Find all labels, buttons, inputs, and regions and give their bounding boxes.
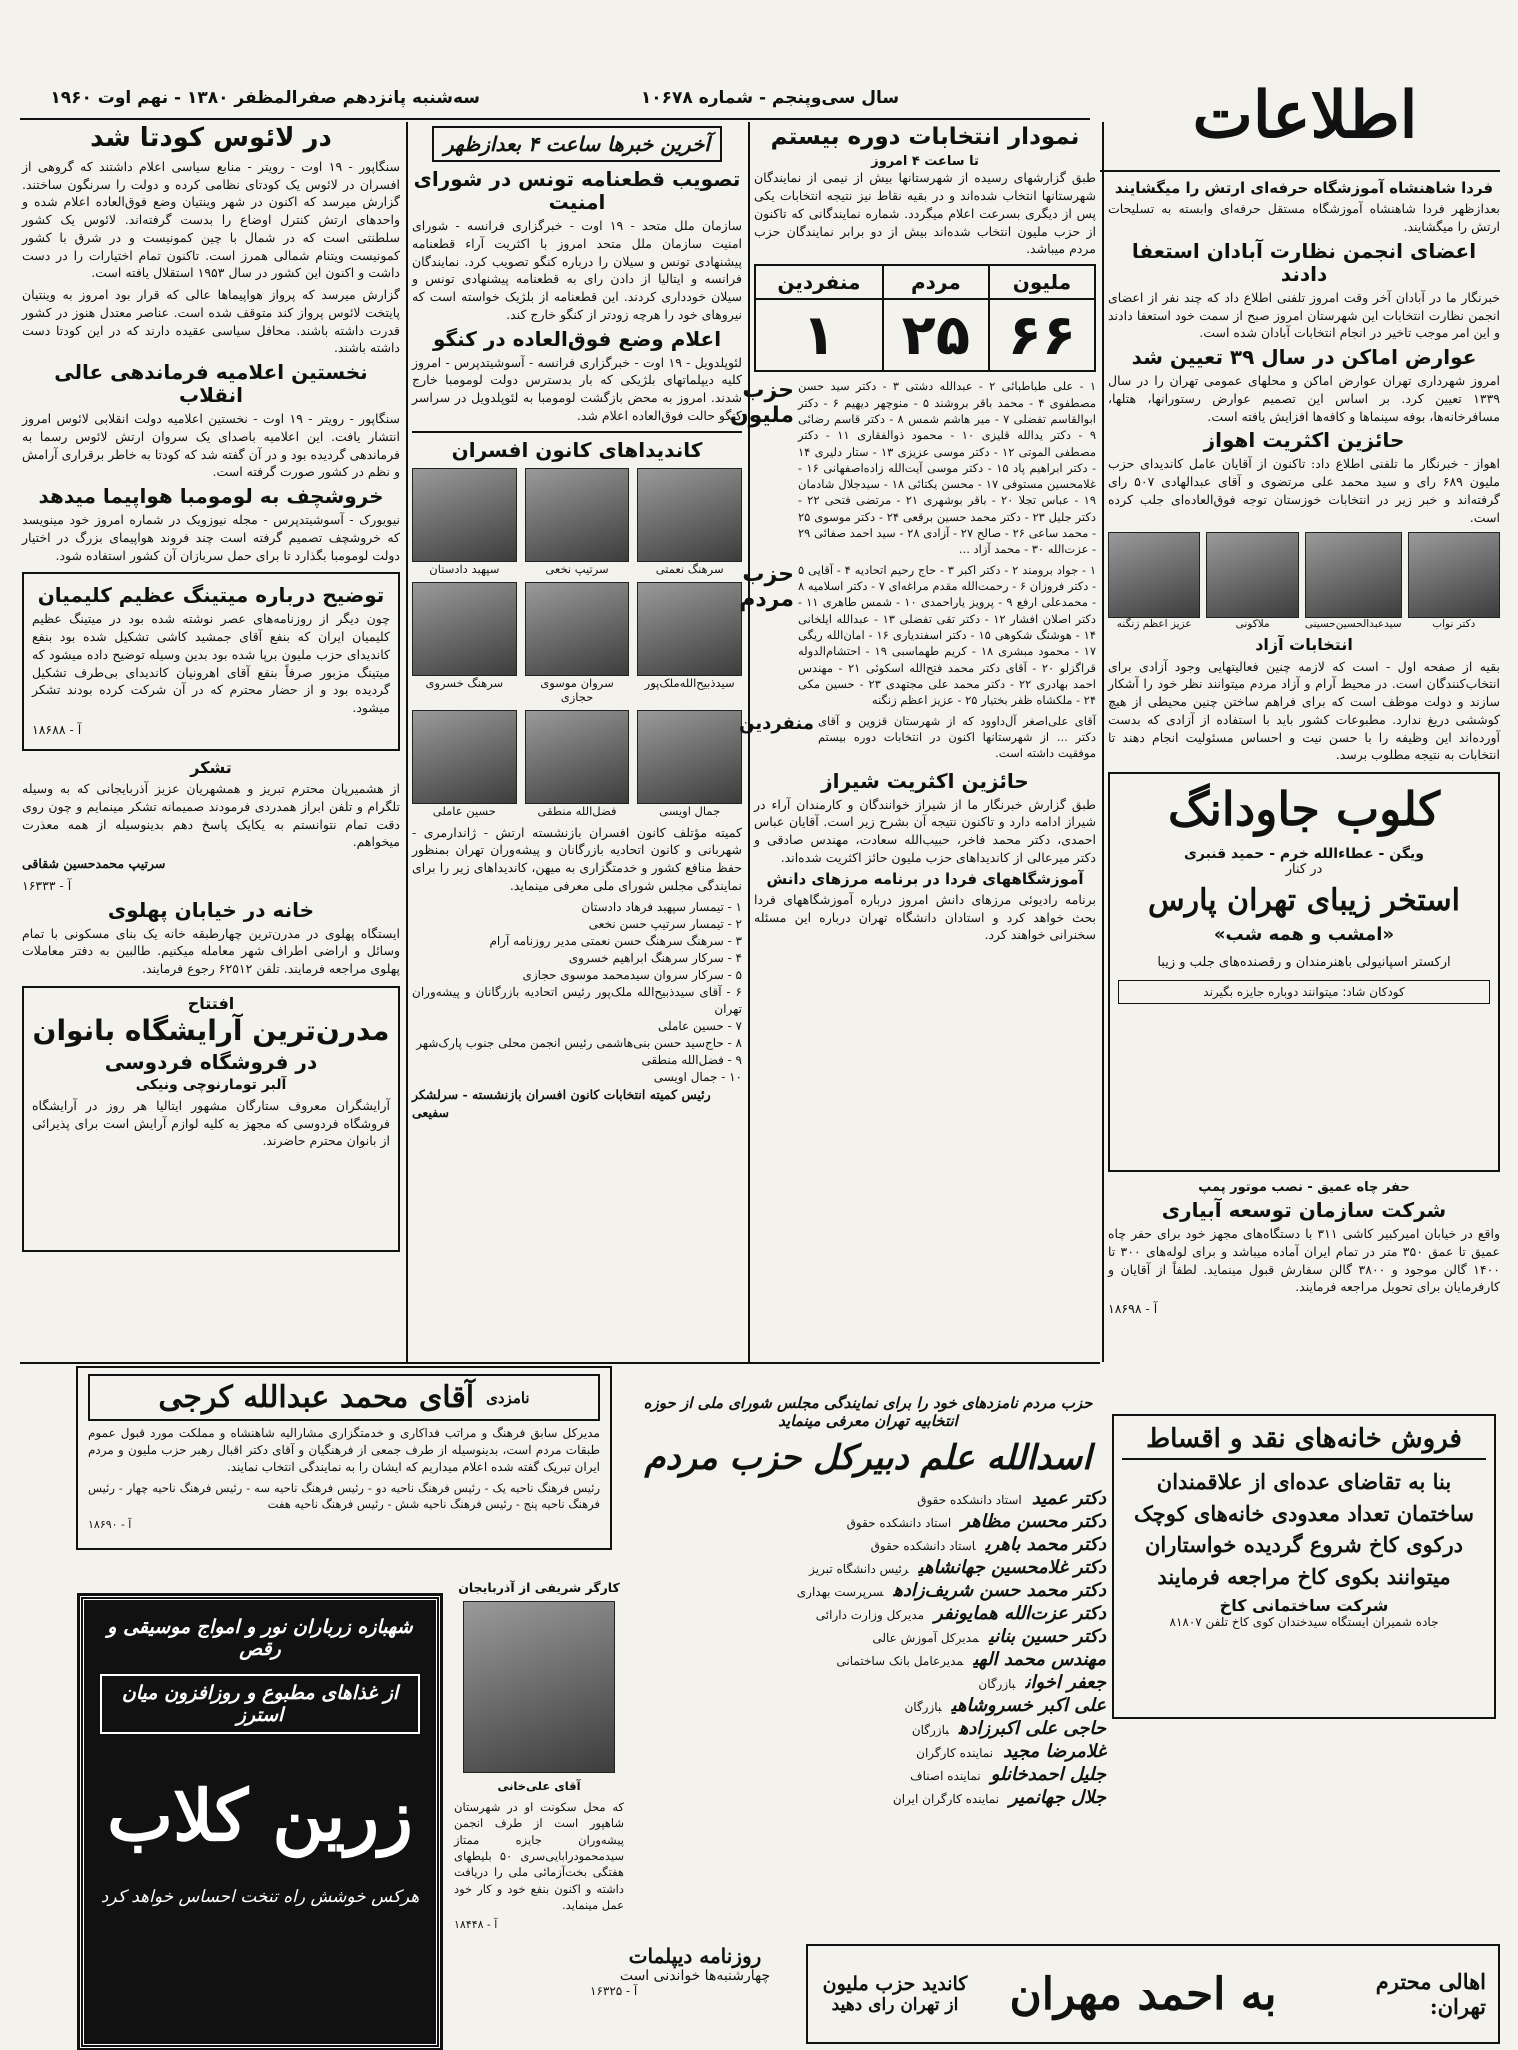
club-ad xyxy=(1108,772,1500,1172)
officer-list-item: ۱۰ - جمال اویسی xyxy=(653,1069,742,1084)
mardom-ad-leader: اسدالله علم دبیرکل حزب مردم xyxy=(644,1438,1092,1478)
ahvaz-headline: حائزین اکثریت اهواز xyxy=(1203,428,1405,453)
candidate-title: نماینده کارگران xyxy=(916,1746,994,1760)
officer-portrait xyxy=(637,710,742,818)
diplomat-title: روزنامه دیپلمات xyxy=(628,1944,762,1968)
officer-portrait xyxy=(637,468,742,576)
officer-caption: سرهنگ خسروی xyxy=(425,675,504,690)
center-right-column xyxy=(729,122,1097,1362)
club-ad-pool: استخر زیبای تهران پارس xyxy=(1148,883,1460,919)
salon-title: مدرن‌ترین آرایشگاه بانوان xyxy=(32,1013,390,1047)
officers-list xyxy=(412,899,742,1086)
mardom-candidate xyxy=(630,1557,1106,1578)
portrait-photo xyxy=(1108,532,1200,618)
candidate-name: جعفر اخوان xyxy=(1025,1672,1106,1693)
tax-body: امروز شهرداری تهران عوارض اماکن و محلهای عمومی تهران را در سال ۱۳۳۹ تعیین کرد. بر اساس این تصمیم عوارض رستورانها، هتلها، مسافرخانه‌ها، بوفه سینماها و کافه‌ها افزایش یافته است. xyxy=(1108,373,1500,424)
officer-caption: جمال اویسی xyxy=(659,803,721,818)
candidate-name: دکتر غلامحسین جهانشاهی xyxy=(918,1557,1106,1578)
mardom-candidate xyxy=(630,1718,1106,1739)
mardom-candidate xyxy=(630,1764,1106,1785)
ahvaz-photo-row xyxy=(1108,532,1500,630)
officer-portrait xyxy=(412,710,517,818)
officer-list-item: ۵ - سرکار سروان سیدمحمد موسوی حجازی xyxy=(522,967,742,982)
portrait-photo xyxy=(525,710,630,804)
mardom-candidate xyxy=(630,1488,1106,1509)
candidate-title: رئیس دانشگاه تبریز xyxy=(809,1562,909,1576)
results-header-cell: مردم xyxy=(883,265,989,299)
tunisia-body: سازمان ملل متحد - ۱۹ اوت - خبرگزاری فرانسه - شورای امنیت سازمان ملل متحد امروز با اکثریت آراء قطعنامه پیشنهادی تونس و سیلان را درباره کنگو تصویب کرد. نمایندگان فرانسه و ایتالیا از دادن رای به قطعنامه پیشنهادی تونس و سیلان خودداری کردند. این قطعنامه از بلژیک خواسته است که نیروهای خود را هرچه زودتر از کنگو خارج کند. xyxy=(412,218,742,322)
house-sale-ad xyxy=(1112,1414,1496,1719)
date-line: سه‌شنبه پانزدهم صفرالمظفر ۱۳۸۰ - نهم اوت ۱۹۶۰ xyxy=(50,88,480,108)
mardom-label: حزب مردم xyxy=(739,561,794,612)
left-column xyxy=(22,122,400,1362)
diplomat-code: آ - ۱۶۳۲۵ xyxy=(590,1984,638,1998)
officer-list-item: ۹ - فضل‌الله منطقی xyxy=(641,1052,742,1067)
newspaper-logo: اطلاعات xyxy=(1192,78,1418,153)
house-sale-address: جاده شمیران ایستگاه سیدخندان کوی کاخ تلفن ۸۱۸۰۷ xyxy=(1169,1615,1439,1629)
mardom-list: ۱ - جواد برومند ۲ - دکتر اکبر ۳ - حاج رحیم اتحادیه ۴ - آقایی ۵ - دکتر فروزان ۶ - رحمت‌الله مقدم مراغه‌ای ۷ - دکتر اسلامیه ۸ - محمدعلی ارفع ۹ - پرویز یاراحمدی ۱۰ - شمس طاهری ۱۱ - دکتر اصلان افشار ۱۲ - دکتر تقی تفضلی ۱۳ - عبدالله ایلخانی ۱۴ - هوشنگ شکوهی ۱۵ - دکتر اسفندیاری ۱۶ - امان‌الله ریگی ۱۷ - محمود مبشری ۱۸ - کریم طهماسبی ۱۹ - احتشام‌الدوله قراگزلو ۲۰ - آقای دکتر محمد فتح‌الله اسکوئی ۲۱ - مهندس احمد بهادری ۲۲ - دکتر محمد علی مجتهدی ۲۳ - حسین مکی ۲۴ - ملکشاه ظفر بختیار ۲۵ - عزیز اعظم زنگنه xyxy=(798,562,1097,708)
karaji-ad xyxy=(76,1366,612,1550)
candidate-name: دکتر محسن مظاهر xyxy=(961,1511,1106,1532)
worker-body: که محل سکونت او در شهرستان شاهپور است از طرف انجمن پیشه‌وران جایزه ممتاز سیدمحمودرابایی‌سری ۵۰ بلیطهای هفتگی بخت‌آزمائی ملی را دریافت داشته و اکنون بنفع خود و کار خود عمل مینماید. xyxy=(454,1800,624,1912)
officer-portrait xyxy=(525,582,630,704)
congo-headline: اعلام وضع فوق‌العاده در کنگو xyxy=(432,326,722,351)
mardom-candidate xyxy=(630,1534,1106,1555)
portrait-photo xyxy=(412,582,517,676)
salon-owner: آلبر تومارنوچی ونیکی xyxy=(135,1076,287,1093)
karaji-officials: رئیس فرهنگ ناحیه یک - رئیس فرهنگ ناحیه دو - رئیس فرهنگ ناحیه سه - رئیس فرهنگ ناحیه چهار - رئیس فرهنگ ناحیه پنج - رئیس فرهنگ ناحیه شش - رئیس فرهنگ ناحیه هفت xyxy=(88,1481,600,1512)
mardom-candidate xyxy=(630,1695,1106,1716)
mardom-candidate xyxy=(630,1511,1106,1532)
election-subheadline: تا ساعت ۴ امروز xyxy=(871,154,979,170)
pump-body: واقع در خیابان امیرکبیر کاشی ۳۱۱ با دستگاه‌های مجهز خود برای حفر چاه عمیق تا عمق ۳۵۰ متر در تمام ایران آماده میباشد و برای لوله‌های ۳۰۰ تا ۱۴۰۰ گالن موجود و ۳۸۰۰ گالن سفارش قبول مینماید. لطفاً از آقایان و کارفرمایان برای تحویل مراجعه فرمایند. xyxy=(1108,1226,1501,1295)
school-body: برنامه رادیوئی مرزهای دانش امروز درباره آموزشگاههای فردا بحث خواهد کرد و استادان دانشگاه تهران درباره این مسئله سخنرانی خواهند کرد. xyxy=(754,891,1096,943)
thanks-signature: سرتیپ محمدحسین شقاقی xyxy=(22,856,166,872)
portrait-photo xyxy=(637,468,742,562)
melliyun-list: ۱ - علی طباطبائی ۲ - عبدالله دشتی ۳ - دکتر سید حسن مصطفوی ۴ - محمد باقر بروشند ۵ - منوچهر دیهیم ۶ - دکتر ابوالقاسم تفضلی ۷ - میر هاشم شمس ۸ - دکتر قاسم رضائی ۹ - دکتر یدالله قلیزی ۱۰ - محمود ذوالفقاری ۱۱ - دکتر مصطفی الموتی ۱۲ - دکتر موسی عزیزی ۱۳ - ستار دلیری ۱۴ - دکتر ابراهیم پاد ۱۵ - دکتر موسی آیت‌الله زاده‌اصفهانی ۱۶ - غلامحسین مستوفی ۱۷ - محسن یکتائی ۱۸ - سیدجلال شادمان ۱۹ - عباس تجلا ۲۰ - باقر بوشهری ۲۱ - مرتضی فتحی ۲۲ - دکتر جلیل ۲۳ - دکتر محمد حسین برقعی ۲۴ - دکتر موسوی ۲۵ - محمد ساعی ۲۶ - صالح ۲۷ - آزادی ۲۸ - سید احمد صفائی ۲۹ - عزت‌الله ۳۰ - محمد آزاد ... xyxy=(798,379,1097,557)
officer-portrait xyxy=(525,710,630,818)
house-sale-title: فروش خانه‌های نقد و اقساط xyxy=(1122,1424,1486,1460)
candidate-name: دکتر محمد حسن شریف‌زاده xyxy=(893,1580,1106,1601)
tunisia-headline: تصویب قطعنامه تونس در شورای امنیت xyxy=(413,167,741,214)
portrait-photo xyxy=(1408,532,1500,618)
right-column xyxy=(1108,176,1500,1362)
laos-sub-body: سنگاپور - رویتر - ۱۹ اوت - نخستین اعلامیه دولت انقلابی لائوس امروز انتشار یافت. این اعلامیه باصدای یک سروان ارتش لائوس رسما به فرماندهی گردیده بود و در آن گفته شد که کودتا به خاطر برقراری آرامش و نظم در کشور صورت گرفته است. xyxy=(22,411,400,480)
salon-ad xyxy=(22,986,400,1252)
zarrin-line-1: شهبازه زرباران نور و امواج موسیقی و رقص xyxy=(107,1616,413,1660)
club-ad-footer: کودکان شاد: میتوانند دوباره جایزه بگیرند xyxy=(1118,980,1490,1004)
melliyun-label: حزب ملیون xyxy=(729,378,794,429)
center-left-column xyxy=(412,122,742,1362)
shah-school-headline: فردا شاهنشاه آموزشگاه حرفه‌ای ارتش را میگشایند xyxy=(1114,179,1494,197)
mardom-candidate xyxy=(630,1626,1106,1647)
mardom-candidate xyxy=(630,1787,1106,1808)
portrait-photo xyxy=(1206,532,1298,618)
candidate-name: جلیل احمدخانلو xyxy=(990,1764,1106,1785)
abadan-body: خبرنگار ما در آبادان آخر وقت امروز تلفنی اطلاع داد که چند نفر از اعضای انجمن نظارت انتخابات این شهرستان امروز صبح از سمت خود استعفا دادند و این امر موجب تاخیر در انجام انتخابات آبادان شده است. xyxy=(1108,289,1500,341)
mardom-candidate xyxy=(630,1741,1106,1762)
house-headline: خانه در خیابان پهلوی xyxy=(107,897,315,922)
salon-opening-label: افتتاح xyxy=(187,993,235,1013)
mardom-candidate xyxy=(630,1580,1106,1601)
candidate-name: مهندس محمد الهی xyxy=(973,1649,1106,1670)
kleiman-notice xyxy=(22,572,400,750)
khrushchev-headline: خروشچف به لومومبا هواپیما میدهد xyxy=(38,484,384,509)
monfarad-label: منفردین xyxy=(739,712,814,734)
officer-portrait xyxy=(525,468,630,576)
officer-portrait xyxy=(412,468,517,576)
school-headline: آموزشگاههای فردا در برنامه مرزهای دانش xyxy=(766,869,1084,888)
officers-headline: کاندیداهای کانون افسران xyxy=(451,437,703,462)
house-sale-company: شرکت ساختمانی کاخ xyxy=(1219,1596,1389,1615)
portrait-photo xyxy=(412,468,517,562)
shiraz-body: طبق گزارش خبرنگار ما از شیراز خوانندگان و کارمندان آراء در شیراز ادامه دارد و تاکنون نتیجه آن بشرح زیر است. آقایان عباس احمدی، دکتر محمد فاخر، حبیب‌الله سعادت، مهندس صادقی و دکتر میرعالی از کاندیداهای حزب ملیون حائز اکثریت شده‌اند. xyxy=(754,796,1096,865)
results-header-cell: ملیون xyxy=(989,265,1095,299)
kleiman-code: آ - ۱۸۶۸۸ xyxy=(32,721,82,737)
candidate-name: غلامرضا مجید xyxy=(1003,1741,1106,1762)
candidate-name: دکتر حسین بنانی xyxy=(988,1626,1106,1647)
candidate-name: دکتر عزت‌الله همایونفر xyxy=(934,1603,1106,1624)
candidate-title: استاد دانشکده حقوق xyxy=(870,1539,976,1553)
laos-body: سنگاپور - ۱۹ اوت - رویتر - منابع سیاسی اعلام داشتند که گروهی از افسران در لائوس یک کودتای نظامی کرده و دولت را سرنگون ساختند. گزارش میرسد که اکنون در شهر وینتیان وضع فوق‌العاده اعلام شده و واحدهای ارتش کنترل اوضاع را بدست گرفته‌اند. لائوس یک کشور سلطنتی است که در شمال با چین کمونیست و در شرق با کشور کمونیست ویتنام شمالی همرز است. تاکنون تمام اختیارات را در دست داشت و اکنون این کشور در سال ۱۹۵۳ استقلال یافته است. xyxy=(22,158,401,281)
house-body: ایستگاه پهلوی در مدرن‌ترین چهارطبقه خانه یک بنای مسکونی با تمام وسائل و اراضی اطراف شهر معامله میکنیم. طالبین به دفتر معاملات پهلوی مراجعه فرمایند. تلفن ۶۲۵۱۲ رجوع فرمایند. xyxy=(22,925,400,977)
ahvaz-portrait xyxy=(1108,532,1200,630)
candidate-title: نماینده کارگران ایران xyxy=(892,1792,1000,1806)
laos-subheadline: نخستین اعلامیه فرماندهی عالی انقلاب xyxy=(54,360,368,408)
results-header-cell: منفردین xyxy=(755,265,883,299)
officers-photo-grid xyxy=(412,468,742,818)
karaji-title: آقای محمد عبدالله کرجی xyxy=(158,1380,475,1415)
mardom-candidate-list xyxy=(630,1488,1106,1808)
candidate-title: بازرگان xyxy=(978,1677,1016,1691)
portrait-photo xyxy=(637,582,742,676)
ahvaz-caption: عزیز اعظم زنگنه xyxy=(1116,618,1192,631)
portrait-photo xyxy=(525,582,630,676)
portrait-photo xyxy=(525,468,630,562)
officer-caption: فضل‌الله منطقی xyxy=(537,803,617,818)
mardom-party-ad xyxy=(630,1394,1106,1934)
candidate-name: حاجی علی اکبرزاده xyxy=(958,1718,1106,1739)
mardom-candidate xyxy=(630,1649,1106,1670)
ahvaz-body: اهواز - خبرنگار ما تلفنی اطلاع داد: تاکنون از آقایان عامل کاندیدای حزب ملیون ۶۸۹ رای و سید محمد علی مرتضوی و آقای عبدالهادی ۵۰۷ رای گرفته‌اند و خبر زیر در انتخابات خوزستان توجه فوق‌العاده‌ای جلب کرده است. xyxy=(1108,456,1500,525)
congo-body: لئوپلدویل - ۱۹ اوت - خبرگزاری فرانسه - آسوشیتدپرس - امروز کلیه دیپلماتهای بلژیکی که بار بدسترس دولت لومومبا خارج شدند. امروز به محض بازگشت لومومبا به لئوپلدویل در سراسر کنگو حالت فوق‌العاده اعلام شد. xyxy=(412,354,742,423)
officer-list-item: ۱ - تیمسار سپهبد فرهاد دادستان xyxy=(581,899,742,914)
results-value-cell: ۲۵ xyxy=(883,299,989,371)
monfarad-body: آقای علی‌اصغر آل‌داوود که از شهرستان قزوین و آقای دکتر ... از شهرستانها اکنون در انتخابات دوره بیستم موفقیت داشته است. xyxy=(818,713,1096,761)
free-elections-body: بقیه از صفحه اول - است که لازمه چنین فعالیتهایی وجود آزادی برای انتخاب‌کنندگان است. در محیط آرام و آزاد مردم میتوانند نظر خود را آشکار سازند و دولت موظف است که برای فراهم ساختن چنین محیطی از هیچ کوششی دریغ ندارد. مطبوعات کشور باید با استفاده از آزادی که بدست آورده‌اند این وظیفه را با حسن نیت و احساس مسئولیت انجام دهند تا انتخابات به نتیجه مطلوب برسد. xyxy=(1108,658,1500,763)
latest-news-banner: آخرین خبرها ساعت ۴ بعدازظهر xyxy=(432,126,722,162)
abadan-headline: اعضای انجمن نظارت آبادان استعفا دادند xyxy=(1131,238,1477,286)
results-value-cell: ۶۶ xyxy=(989,299,1095,371)
officer-caption: سروان موسوی حجازی xyxy=(540,675,614,704)
kleiman-headline: توضیح درباره میتینگ عظیم کلیمیان xyxy=(37,583,385,608)
thanks-body: از هشمیرپان محترم تبریز و همشهریان عزیز آذربایجانی که به وسیله تلگرام و تلفن ابراز همدردی فرمودند صمیمانه تشکر مینمایم و چون روی دقت تمام نتوانستم به یکایک پاسخ دهم بدینوسیله از همه معذرت میخواهم. xyxy=(22,781,400,850)
house-sale-body: بنا به تقاضای عده‌ای از علاقمندان ساختمان تعداد معدودی خانه‌های کوچک درکوی کاخ شروع گردیده خواستاران میتوانند بکوی کاخ مراجعه فرمایند xyxy=(1133,1469,1475,1589)
officer-list-item: ۳ - سرهنگ سرهنگ حسن نعمتی مدیر روزنامه آرام xyxy=(489,933,742,948)
candidate-name: دکتر محمد باهری xyxy=(985,1534,1106,1555)
karaji-prefix: نامزدی xyxy=(486,1388,530,1407)
worker-code: آ - ۱۸۴۴۸ xyxy=(454,1918,498,1932)
pump-header: حفر چاه عمیق - نصب موتور پمپ xyxy=(1198,1180,1410,1196)
kleiman-body: چون دیگر از روزنامه‌های عصر نوشته شده بود در میتینگ عظیم کلیمیان ایران که بنفع آقای جمشید کاشی تشکیل شده بود بنفع کاندیدای حزب ملیون برپا شده بود بدین وسیله توضیح داده میشود که میتینگ مزبور صرفاً بنفع آقای اهرونیان کاندیدای بی‌طرف تشکیل گردیده بود و از حضار محترم که در آن شرکت کرده بودند تشکر میشود. xyxy=(32,611,390,716)
candidate-title: سرپرست بهداری xyxy=(796,1585,884,1599)
officer-caption: سرهنگ نعمتی xyxy=(655,561,724,576)
officer-list-item: ۴ - سرکار سرهنگ ابراهیم خسروی xyxy=(568,950,742,965)
club-ad-orchestra: ارکستر اسپانیولی باهنرمندان و رقصنده‌های جلب و زیبا xyxy=(1157,955,1451,971)
candidate-title: بازرگان xyxy=(911,1723,949,1737)
khrushchev-body: نیویورک - آسوشیتدپرس - مجله نیوزویک در شماره امروز خود مینویسد که خروشچف تصمیم گرفته است چند فروند هواپیمای بزرگ در اختیار دولت لومومبا بگذارد تا برای حمل سربازان آن کشور استفاده شود. xyxy=(22,512,400,563)
officer-caption: حسین عاملی xyxy=(432,803,496,818)
ahvaz-portrait xyxy=(1206,532,1298,630)
candidate-title: بازرگان xyxy=(904,1700,942,1714)
candidate-name: علی اکبر خسروشاهی xyxy=(951,1695,1106,1716)
salon-location: در فروشگاه فردوسی xyxy=(104,1049,318,1074)
portrait-photo xyxy=(463,1601,615,1773)
officers-signature: رئیس کمیته انتخابات کانون افسران بازنشسته - سرلشکر سفیعی xyxy=(412,1086,711,1120)
shiraz-headline: حائزین اکثریت شیراز xyxy=(821,768,1029,793)
officer-list-item: ۷ - حسین عاملی xyxy=(657,1018,742,1033)
issue-line: سال سی‌و‌پنجم - شماره ۱۰۶۷۸ xyxy=(640,88,900,108)
worker-headline: کارگر شریفی از آذربایجان xyxy=(458,1580,620,1595)
candidate-title: مدیرعامل بانک ساختمانی xyxy=(836,1654,964,1668)
candidate-title: نماینده اصناف xyxy=(910,1769,981,1783)
worker-caption: آقای علی‌خانی xyxy=(497,1779,581,1793)
portrait-photo xyxy=(1305,532,1402,618)
candidate-title: مدیرکل آموزش عالی xyxy=(872,1631,979,1645)
portrait-photo xyxy=(412,710,517,804)
zarrin-title: زرین کلاب xyxy=(107,1774,413,1857)
club-ad-when: «امشب و همه شب» xyxy=(1213,924,1395,946)
thanks-headline: تشکر xyxy=(190,757,232,777)
club-ad-performers: ویگن - عطاءالله خرم - حمید قنبری xyxy=(1184,846,1424,863)
mehran-banner xyxy=(806,1944,1500,2044)
zarrin-line-3: هرکس خوشش راه تنخت احساس خواهد کرد xyxy=(100,1887,420,1907)
candidate-name: جلال جهانمیر xyxy=(1009,1787,1106,1808)
ahvaz-portrait xyxy=(1408,532,1500,630)
diplomat-body: چهارشنبه‌ها خواندنی است xyxy=(619,1968,771,1984)
pump-headline: شرکت سازمان توسعه آبیاری xyxy=(1161,1198,1447,1223)
mehran-suffix: از تهران رای دهید xyxy=(831,1995,959,2015)
club-ad-title: کلوب جاودانگ xyxy=(1167,782,1441,837)
officers-body: کمیته مؤتلف کانون افسران بازنشسته ارتش - ژاندارمری - شهربانی و کانون اتحادیه بازرگانان و پیشه‌وران تهران بمنظور حفظ منافع کشور و خدمتگزاری به میهن، کاندیداهای زیر را برای نمایندگی مجلس شورای ملی معرفی مینماید. xyxy=(412,824,742,893)
thanks-code: آ - ۱۶۳۳۳ xyxy=(22,877,72,893)
mehran-name: به احمد مهران xyxy=(1009,1968,1277,2020)
officer-caption: سرتیپ نخعی xyxy=(545,561,609,576)
election-body: طبق گزارشهای رسیده از شهرستانها بیش از نیمی از نمایندگان شهرستانها انتخاب شده‌اند و در بقیه نقاط نیز نتیجه انتخابات یکی پس از دیگری بسرعت اعلام میگردد. شماره نمایندگانی که تاکنون از حزب ملیون انتخاب شده‌اند بیش از دو برابر نمایندگان حزب مردم میباشد. xyxy=(754,170,1096,257)
officer-caption: سیدذبیح‌الله‌ملک‌پور xyxy=(644,675,735,690)
laos-headline: در لائوس کودتا شد xyxy=(90,123,332,153)
candidate-title: استاد دانشکده حقوق xyxy=(917,1493,1022,1507)
karaji-code: آ - ۱۸۶۹۰ xyxy=(88,1517,132,1531)
officer-portrait xyxy=(412,582,517,704)
mardom-ad-header: حزب مردم نامزدهای خود را برای نمایندگی مجلس شورای ملی از حوزه انتخابیه تهران معرفی مینماید xyxy=(643,1394,1093,1430)
zarrin-line-2: از غذاهای مطبوع و روزافزون میان استرز xyxy=(100,1674,420,1734)
ahvaz-caption: ملاکونی xyxy=(1235,618,1270,631)
laos-body-2: گزارش میرسد که پرواز هواپیماها عالی که قرار بود امروز به وینتیان پایتخت لائوس پرواز کند متوقف شده است. عناصر معتدل هنوز در کشور قدرت داشته باشند. محافل سیاسی عقیده دارند که در این کودتا دست داشته باشند. xyxy=(22,287,400,356)
portrait-photo xyxy=(637,710,742,804)
mardom-candidate xyxy=(630,1672,1106,1693)
mehran-prefix: اهالی محترم تهران: xyxy=(1375,1969,1486,2019)
election-headline: نمودار انتخابات دوره بیستم xyxy=(770,124,1080,150)
pump-code: آ - ۱۸۶۹۸ xyxy=(1108,1301,1158,1317)
salon-body: آرایشگران معروف ستارگان مشهور ایتالیا هر روز در آرایشگاه فروشگاه فردوسی که مجهز به کلیه لوازم آرایش است برای پذیرائی از بانوان محترم حاضرند. xyxy=(32,1097,390,1149)
tax-headline: عوارض اماکن در سال ۳۹ تعیین شد xyxy=(1131,345,1477,369)
officer-list-item: ۸ - حاج‌سید حسن بنی‌هاشمی رئیس انجمن محلی جنوب پارک‌شهر xyxy=(416,1035,742,1050)
karaji-body: مدیرکل سابق فرهنگ و مراتب فداکاری و خدمتگزاری مشارالیه شاهنشاه و مملکت مورد قبول عموم طبقات مردم است، بدینوسیله از طرف جمعی از فرهنگیان و آقای دکتر اقبال رهبر حزب ملیون و مردم ایران تبریک گفته شده اعلام میداریم که ایشان را به نمایندگی انتخاب نمایند. xyxy=(88,1426,600,1475)
mardom-candidate xyxy=(630,1603,1106,1624)
candidate-title: مدیرکل وزارت دارائی xyxy=(815,1608,925,1622)
ahvaz-portrait xyxy=(1305,532,1402,630)
diplomat-ad xyxy=(590,1944,800,2044)
results-value-cell: ۱ xyxy=(755,299,883,371)
officer-caption: سپهبد دادستان xyxy=(429,561,500,576)
mehran-party: کاندید حزب ملیون xyxy=(822,1973,968,1995)
election-results-table xyxy=(754,264,1096,372)
candidate-title: استاد دانشکده حقوق xyxy=(846,1516,952,1530)
shah-school-body: بعدازظهر فردا شاهنشاه آموزشگاه مستقل حرفه‌ای وابسته به تسلیحات ارتش را میگشایند. xyxy=(1108,201,1500,234)
candidate-name: دکتر عمید xyxy=(1031,1488,1106,1509)
free-elections-headline: انتخابات آزاد xyxy=(1255,635,1353,655)
club-ad-beside: در کنار xyxy=(1285,862,1323,878)
ahvaz-caption: دکتر نواب xyxy=(1432,618,1476,631)
zarrin-club-ad xyxy=(80,1596,440,2048)
officer-portrait xyxy=(637,582,742,704)
ahvaz-caption: سیدعبدالحسین‌حسینی xyxy=(1304,618,1402,631)
officer-list-item: ۶ - آقای سیدذبیح‌الله ملک‌پور رئیس اتحادیه بازرگانان و پیشه‌وران تهران xyxy=(412,984,742,1016)
officer-list-item: ۲ - تیمسار سرتیپ حسن نخعی xyxy=(588,916,742,931)
